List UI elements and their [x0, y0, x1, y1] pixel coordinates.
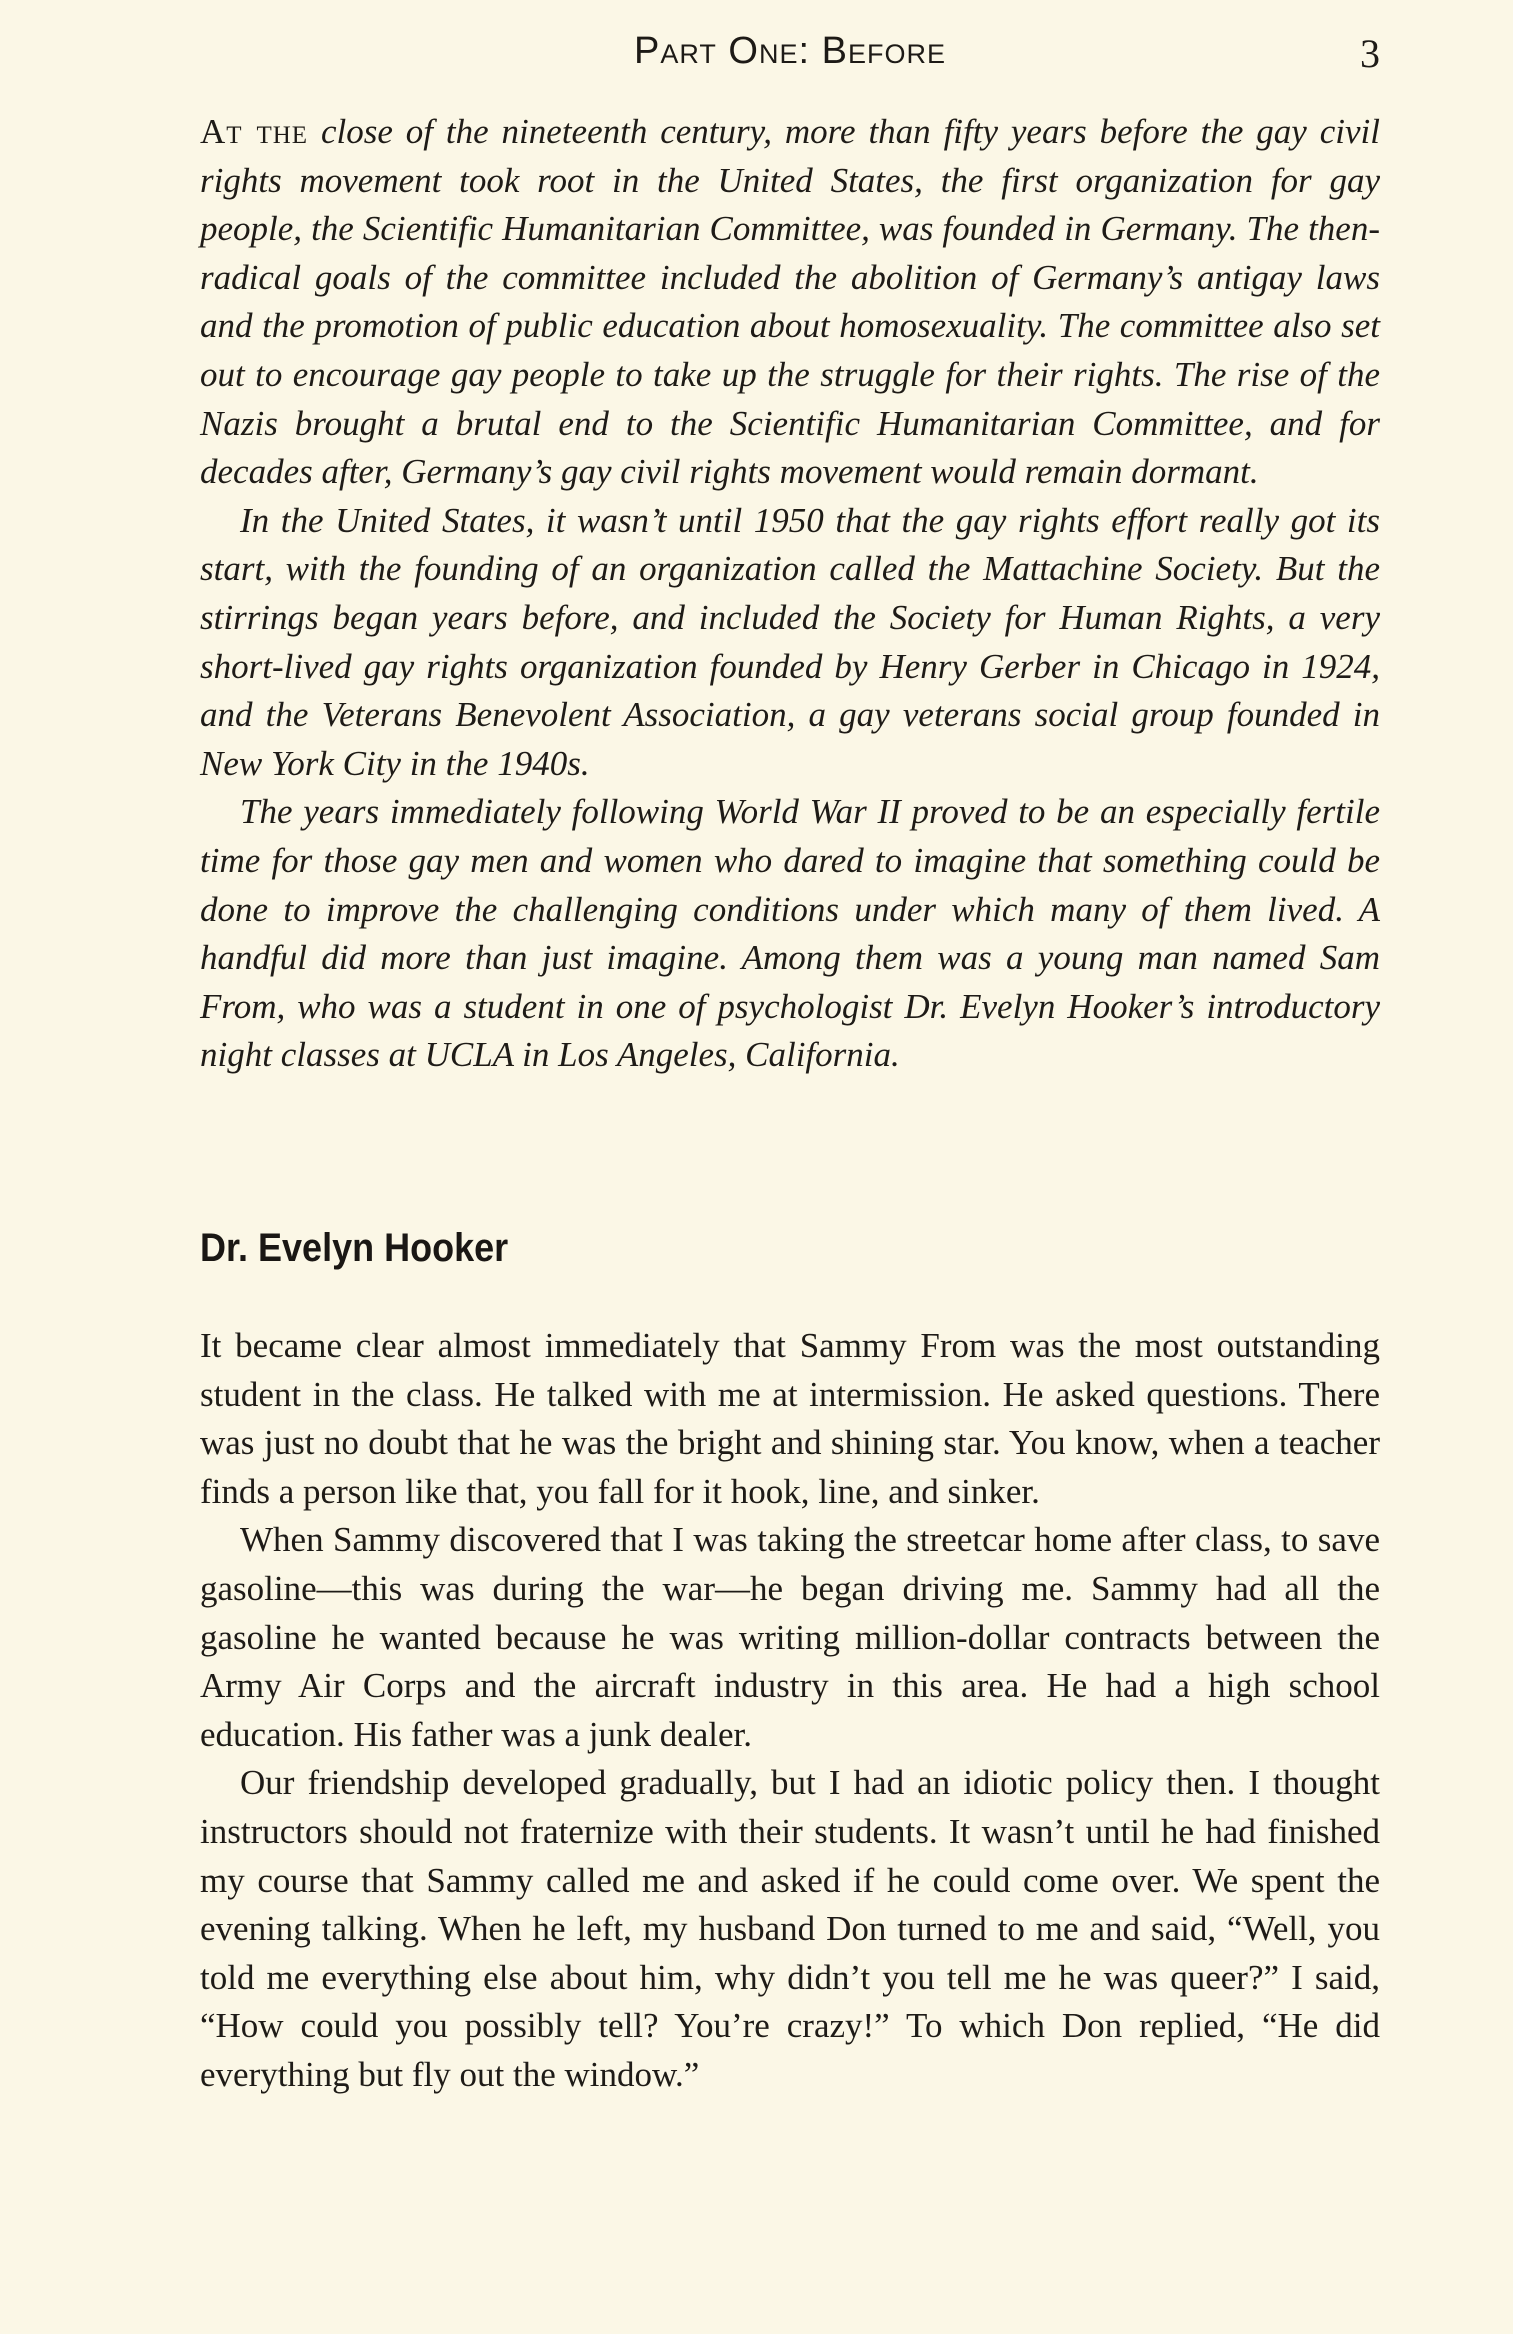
page-number: 3 [1360, 31, 1380, 76]
interview-paragraph: Our friendship developed gradually, but I had an idiotic policy then. I thought instructors should not fraternize with their students. It wasn’t until he had finished my course that Sammy called me and asked if he could come over. We spent the evening talking. When he left, my husband Don turned to me and said, “Well, you told me everything else about him, why didn’t you tell me he was queer?” I said, “How could you possibly tell? You’re crazy!” To which Don replied, “He did everything but fly out the window.” [200, 1763, 1380, 2094]
intro-paragraph: In the United States, it wasn’t until 1950 that the gay rights effort really got its start, with the founding of an organization called the Mattachine Society. But the stirrings began years before, and included the Society for Human Rights, a very short-lived gay rights organization founded by Henry Gerber in Chicago in 1924, and the Veterans Benevolent Association, a gay veterans social group founded in New York City in the 1940s. [200, 500, 1380, 783]
interview-text [200, 1322, 1380, 2100]
interview-paragraph: It became clear almost immediately that Sammy From was the most outstanding student in the class. He talked with me at intermission. He asked questions. There was just no doubt that he was the bright and shining star. You know, when a teacher finds a person like that, you fall for it hook, line, and sinker. [200, 1326, 1380, 1511]
section-heading: Dr. Evelyn Hooker [200, 1226, 509, 1270]
interview-paragraph: When Sammy discovered that I was taking the streetcar home after class, to save gasoline—this was during the war—he began driving me. Sammy had all the gasoline he wanted because he was writing million-dollar contracts between the Army Air Corps and the aircraft industry in this area. He had a high school education. His father was a junk dealer. [200, 1520, 1380, 1754]
running-title: Part One: Before [634, 30, 946, 72]
intro-paragraph: The years immediately following World War II proved to be an especially fertile time for those gay men and women who dared to imagine that something could be done to improve the challenging conditions under which many of them lived. A handful did more than just imagine. Among them was a young man named Sam From, who was a student in one of psychologist Dr. Evelyn Hooker’s introductory night classes at UCLA in Los Angeles, California. [200, 792, 1380, 1075]
lead-words: At the [200, 112, 309, 151]
intro-text [200, 108, 1380, 1080]
running-head [200, 30, 1380, 80]
intro-paragraph [200, 108, 1380, 497]
intro-paragraph-text: close of the nineteenth century, more than fifty years before the gay civil rights movement took root in the United States, the first organization for gay people, the Scientific Humanitarian Committee, was founded in Germany. The then-radical goals of the committee included the abolition of Germany’s antigay laws and the promotion of public education about homosexuality. The committee also set out to encourage gay people to take up the struggle for their rights. The rise of the Nazis brought a brutal end to the Scientific Humanitarian Committee, and for decades after, Germany’s gay civil rights movement would remain dormant. [200, 112, 1380, 492]
